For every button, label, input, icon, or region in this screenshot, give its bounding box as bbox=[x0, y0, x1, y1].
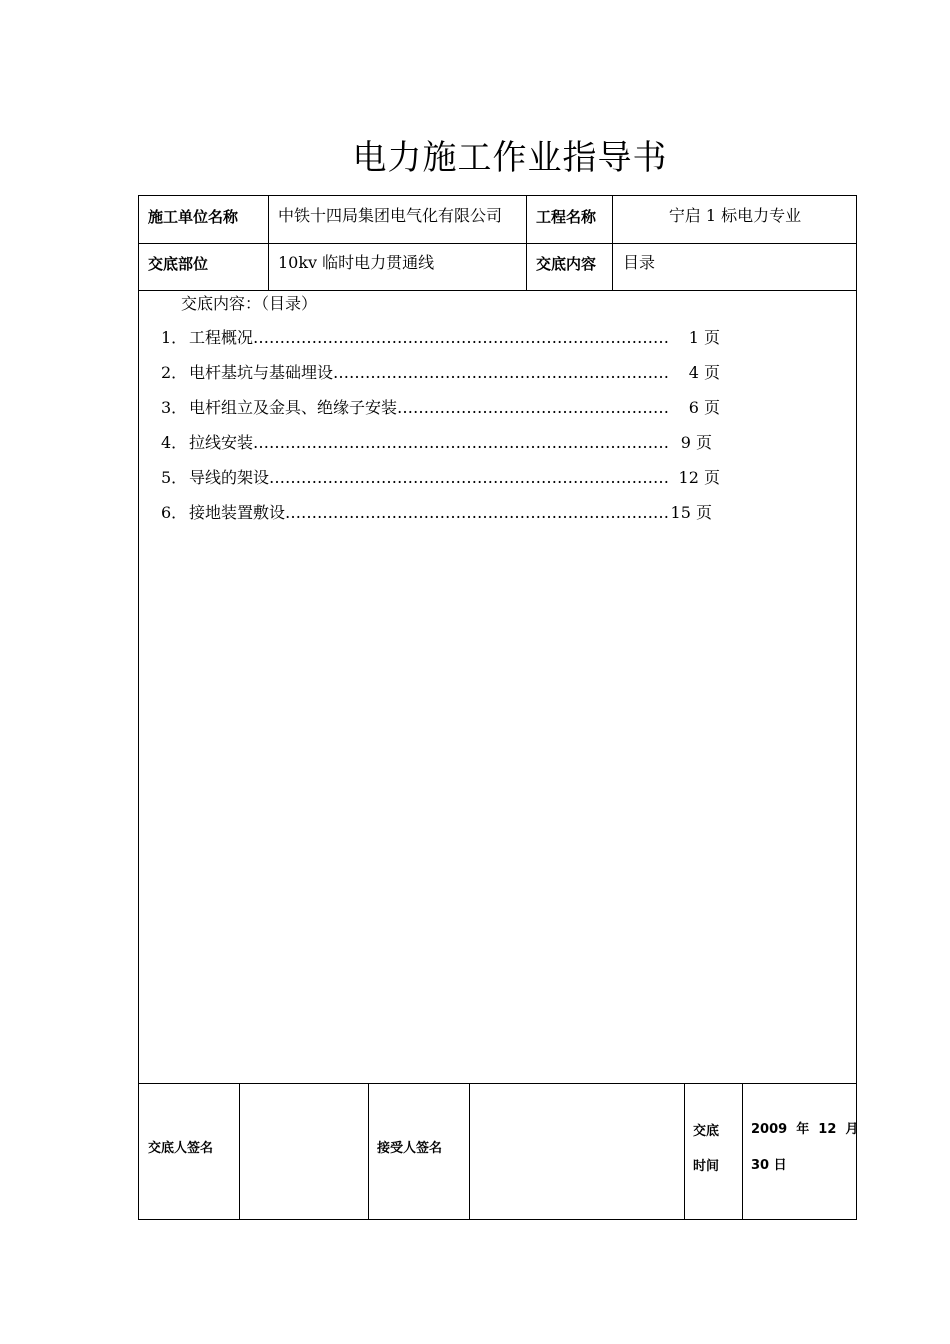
toc-item-text: 电杆组立及金具、绝缘子安装 bbox=[189, 398, 398, 417]
toc-item bbox=[161, 363, 669, 383]
part-value: 10kv 临时电力贯通线 bbox=[278, 253, 435, 272]
toc-item-number: 3． bbox=[161, 398, 188, 417]
toc-item-text: 拉线安装 bbox=[189, 433, 254, 452]
toc-item-page: 6 页 bbox=[688, 398, 720, 417]
part-label: 交底部位 bbox=[148, 255, 209, 273]
toc-item-dots: …………………………………………………………………… bbox=[253, 328, 670, 347]
toc-item bbox=[161, 398, 669, 418]
instruction-form bbox=[138, 195, 857, 1220]
toc-item bbox=[161, 468, 669, 488]
col-divider bbox=[268, 196, 269, 290]
toc-item-page: 9 页 bbox=[680, 433, 712, 452]
toc-item-text: 电杆基坑与基础埋设 bbox=[189, 363, 334, 382]
toc-item-number: 1． bbox=[161, 328, 188, 347]
document-title: 电力施工作业指导书 bbox=[352, 138, 668, 178]
toc-item bbox=[161, 328, 669, 348]
toc-item bbox=[161, 433, 669, 453]
row-divider bbox=[139, 290, 856, 291]
toc-item-dots: ………………………………………………………………… bbox=[269, 468, 670, 487]
time-label-line2: 时间 bbox=[693, 1159, 720, 1174]
toc-item-number: 2． bbox=[161, 363, 188, 382]
sender-signature-label: 交底人签名 bbox=[148, 1141, 214, 1156]
toc-item bbox=[161, 503, 669, 523]
col-divider bbox=[368, 1083, 369, 1220]
toc-item-number: 6． bbox=[161, 503, 188, 522]
content-value: 目录 bbox=[623, 253, 656, 272]
toc-item-page: 12 页 bbox=[678, 468, 720, 487]
receiver-signature-label: 接受人签名 bbox=[377, 1141, 443, 1156]
col-divider bbox=[526, 196, 527, 290]
toc-item-page: 1 页 bbox=[688, 328, 720, 347]
date-line1: 2009 年 12 月 bbox=[751, 1122, 859, 1137]
toc-item-dots: ……………………………………………………………… bbox=[285, 503, 670, 522]
col-divider bbox=[684, 1083, 685, 1220]
time-label-line1: 交底 bbox=[693, 1124, 720, 1139]
toc-item-text: 接地装置敷设 bbox=[189, 503, 286, 522]
col-divider bbox=[742, 1083, 743, 1220]
sender-signature-field[interactable] bbox=[240, 1084, 367, 1219]
receiver-signature-field[interactable] bbox=[470, 1084, 683, 1219]
toc-item-page: 15 页 bbox=[670, 503, 712, 522]
toc-item-text: 工程概况 bbox=[189, 328, 254, 347]
unit-label: 施工单位名称 bbox=[148, 208, 239, 226]
toc-item-number: 4． bbox=[161, 433, 188, 452]
toc-item-dots: …………………………………………………………………… bbox=[253, 433, 670, 452]
toc-item-text: 导线的架设 bbox=[189, 468, 270, 487]
toc-item-page: 4 页 bbox=[688, 363, 720, 382]
toc-item-number: 5． bbox=[161, 468, 188, 487]
date-line2: 30 日 bbox=[751, 1158, 787, 1173]
unit-value: 中铁十四局集团电气化有限公司 bbox=[278, 206, 503, 225]
project-value: 宁启 1 标电力专业 bbox=[668, 206, 802, 225]
toc-item-dots: ……………………………………………………… bbox=[333, 363, 670, 382]
row-divider bbox=[139, 243, 856, 244]
project-label: 工程名称 bbox=[536, 208, 597, 226]
toc-item-dots: …………………………………………… bbox=[397, 398, 670, 417]
content-label: 交底内容 bbox=[536, 255, 597, 273]
toc-heading: 交底内容：（目录） bbox=[181, 294, 318, 313]
